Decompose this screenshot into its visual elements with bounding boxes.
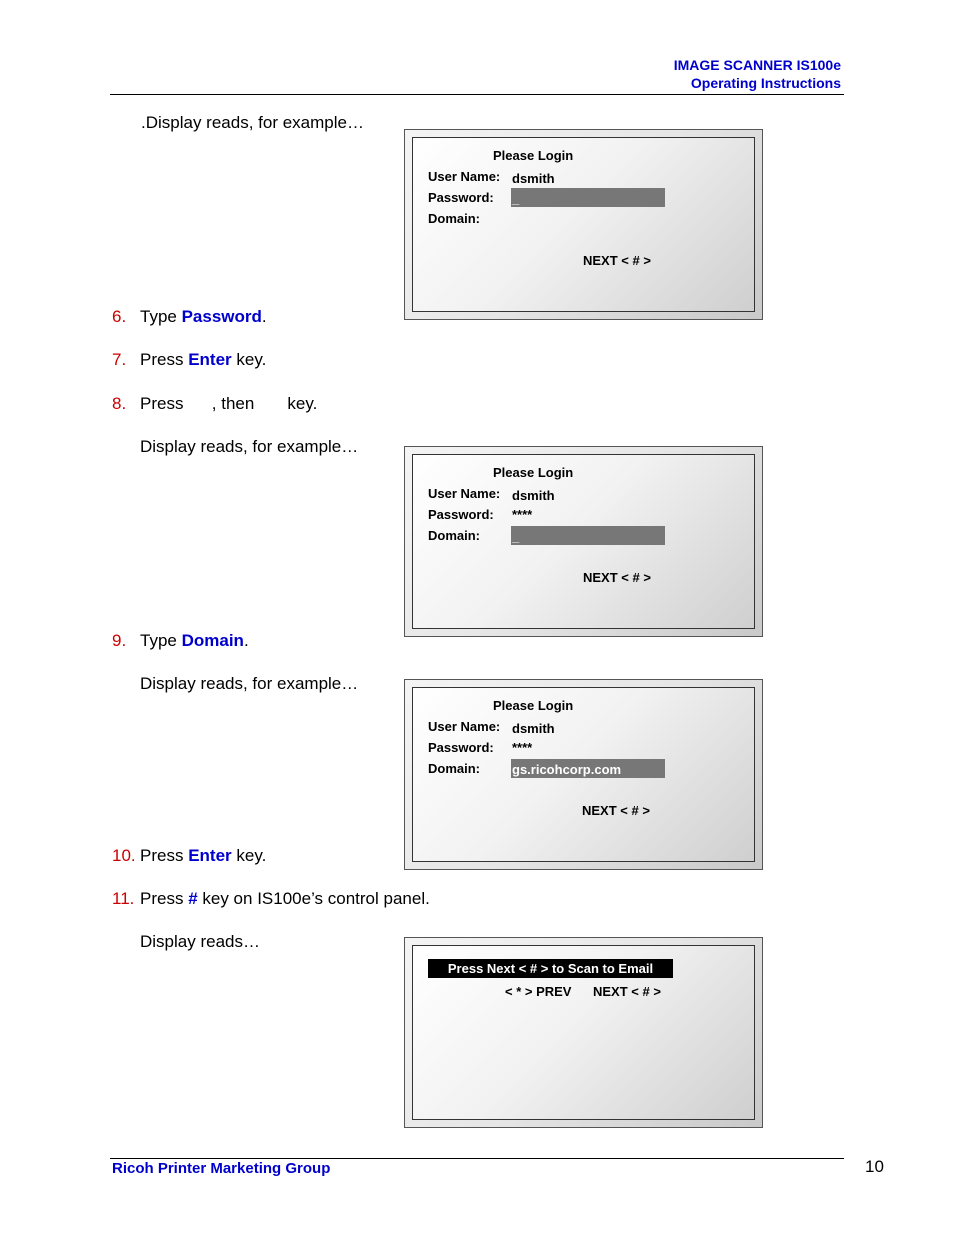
password-field: _ (511, 188, 665, 207)
password-label: Password: (428, 190, 494, 205)
next-prompt: NEXT < # > (593, 984, 661, 999)
keyword: Domain (181, 631, 244, 650)
user-name-value: dsmith (512, 488, 555, 503)
display-reads-text: Display reads… (140, 932, 260, 951)
step-10-text: Press Enter key. (140, 846, 267, 865)
intro-text: .Display reads, for example… (141, 113, 364, 132)
header-divider (110, 94, 844, 95)
page-number: 10 (865, 1157, 884, 1176)
lcd-screen-password (404, 129, 763, 320)
password-value: **** (512, 740, 533, 755)
domain-field: _ (511, 526, 665, 545)
document-subtitle: Operating Instructions (690, 75, 841, 91)
keyword: Password (181, 307, 262, 326)
user-name-label: User Name: (428, 719, 501, 734)
domain-label: Domain: (428, 211, 480, 226)
step-8-text: Press , then key. (140, 394, 318, 413)
prev-prompt: < * > PREV (505, 984, 572, 999)
next-prompt: NEXT < # > (583, 570, 651, 585)
step-7-text: Press Enter key. (140, 350, 267, 369)
password-label: Password: (428, 507, 494, 522)
step-number: 9. (112, 631, 127, 650)
footer-company: Ricoh Printer Marketing Group (112, 1160, 331, 1177)
user-name-label: User Name: (428, 486, 501, 501)
screen-title: Please Login (493, 148, 574, 163)
scan-banner: Press Next < # > to Scan to Email (428, 959, 673, 978)
lcd-screen-domain-entry (404, 446, 763, 637)
user-name-value: dsmith (512, 171, 555, 186)
password-label: Password: (428, 740, 494, 755)
step-number: 11. (112, 889, 135, 908)
keyword: Enter (188, 846, 232, 865)
next-prompt: NEXT < # > (582, 803, 650, 818)
footer-divider (110, 1158, 844, 1159)
step-number: 8. (112, 394, 127, 413)
keyword: Enter (188, 350, 232, 369)
user-name-value: dsmith (512, 721, 555, 736)
screen-title: Please Login (493, 465, 574, 480)
lcd-screen-scan-to-email (404, 937, 763, 1128)
step-6-text: Type Password. (140, 307, 267, 326)
lcd-screen-domain-filled (404, 679, 763, 870)
screen-title: Please Login (493, 698, 574, 713)
display-example-text: Display reads, for example… (140, 674, 359, 693)
keyword: # (188, 889, 198, 908)
password-value: **** (512, 507, 533, 522)
document-title: IMAGE SCANNER IS100e (673, 57, 841, 73)
step-number: 10. (112, 846, 136, 865)
domain-label: Domain: (428, 528, 480, 543)
step-number: 7. (112, 350, 127, 369)
domain-label: Domain: (428, 761, 480, 776)
user-name-label: User Name: (428, 169, 501, 184)
domain-field: gs.ricohcorp.com (511, 759, 665, 778)
step-9-text: Type Domain. (140, 631, 249, 650)
step-11-text: Press # key on IS100e’s control panel. (140, 889, 430, 908)
step-number: 6. (112, 307, 127, 326)
display-example-text: Display reads, for example… (140, 437, 359, 456)
next-prompt: NEXT < # > (583, 253, 651, 268)
